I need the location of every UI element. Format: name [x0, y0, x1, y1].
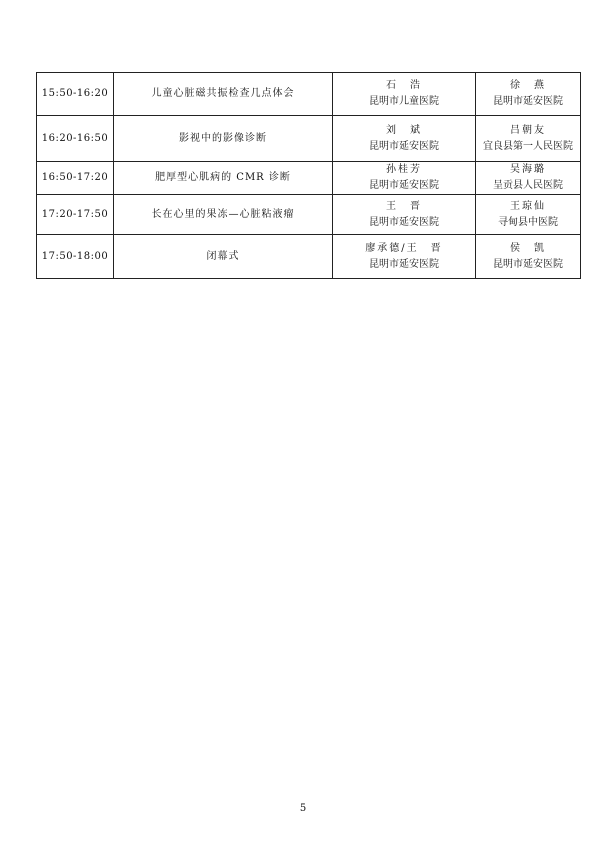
table-row — [37, 116, 581, 162]
topic-cell: 肥厚型心肌病的 CMR 诊断 — [114, 162, 333, 195]
chair-hospital: 呈贡县人民医院 — [493, 180, 563, 191]
chair-cell — [476, 116, 581, 162]
time-cell: 17:20-17:50 — [37, 195, 114, 235]
table-row — [37, 235, 581, 279]
chair-name: 吴海璐 — [510, 164, 546, 175]
speaker-cell — [333, 162, 476, 195]
chair-name: 徐 燕 — [510, 80, 546, 91]
topic-cell: 儿童心脏磁共振检查几点体会 — [114, 73, 333, 116]
speaker-cell — [333, 116, 476, 162]
topic-cell: 闭幕式 — [114, 235, 333, 279]
time-cell: 16:20-16:50 — [37, 116, 114, 162]
chair-name: 吕朝友 — [510, 124, 546, 136]
table-row — [37, 162, 581, 195]
speaker-cell — [333, 73, 476, 116]
chair-name: 王琼仙 — [510, 200, 546, 212]
speaker-name: 孙桂芳 — [386, 164, 422, 175]
chair-cell — [476, 162, 581, 195]
speaker-name: 石 浩 — [386, 80, 422, 91]
speaker-hospital: 昆明市儿童医院 — [369, 96, 439, 107]
topic-cell: 长在心里的果冻—心脏粘液瘤 — [114, 195, 333, 235]
chair-hospital: 昆明市延安医院 — [493, 258, 563, 270]
topic-cell: 影视中的影像诊断 — [114, 116, 333, 162]
table-row — [37, 73, 581, 116]
table-row — [37, 195, 581, 235]
speaker-hospital: 昆明市延安医院 — [369, 180, 439, 191]
chair-cell — [476, 195, 581, 235]
time-cell: 15:50-16:20 — [37, 73, 114, 116]
speaker-hospital: 昆明市延安医院 — [369, 140, 439, 152]
schedule-table — [36, 72, 581, 279]
speaker-name: 王 晋 — [386, 200, 422, 212]
speaker-hospital: 昆明市延安医院 — [369, 258, 439, 270]
chair-hospital: 宜良县第一人民医院 — [483, 140, 573, 152]
speaker-cell — [333, 235, 476, 279]
speaker-hospital: 昆明市延安医院 — [369, 216, 439, 228]
speaker-cell — [333, 195, 476, 235]
chair-hospital: 寻甸县中医院 — [498, 216, 558, 228]
speaker-name: 刘 斌 — [386, 124, 422, 136]
chair-cell — [476, 235, 581, 279]
chair-cell — [476, 73, 581, 116]
page-number: 5 — [299, 803, 307, 814]
chair-name: 侯 凯 — [510, 242, 546, 254]
chair-hospital: 昆明市延安医院 — [493, 96, 563, 107]
time-cell: 17:50-18:00 — [37, 235, 114, 279]
time-cell: 16:50-17:20 — [37, 162, 114, 195]
speaker-name: 廖承德/王 晋 — [365, 242, 443, 254]
